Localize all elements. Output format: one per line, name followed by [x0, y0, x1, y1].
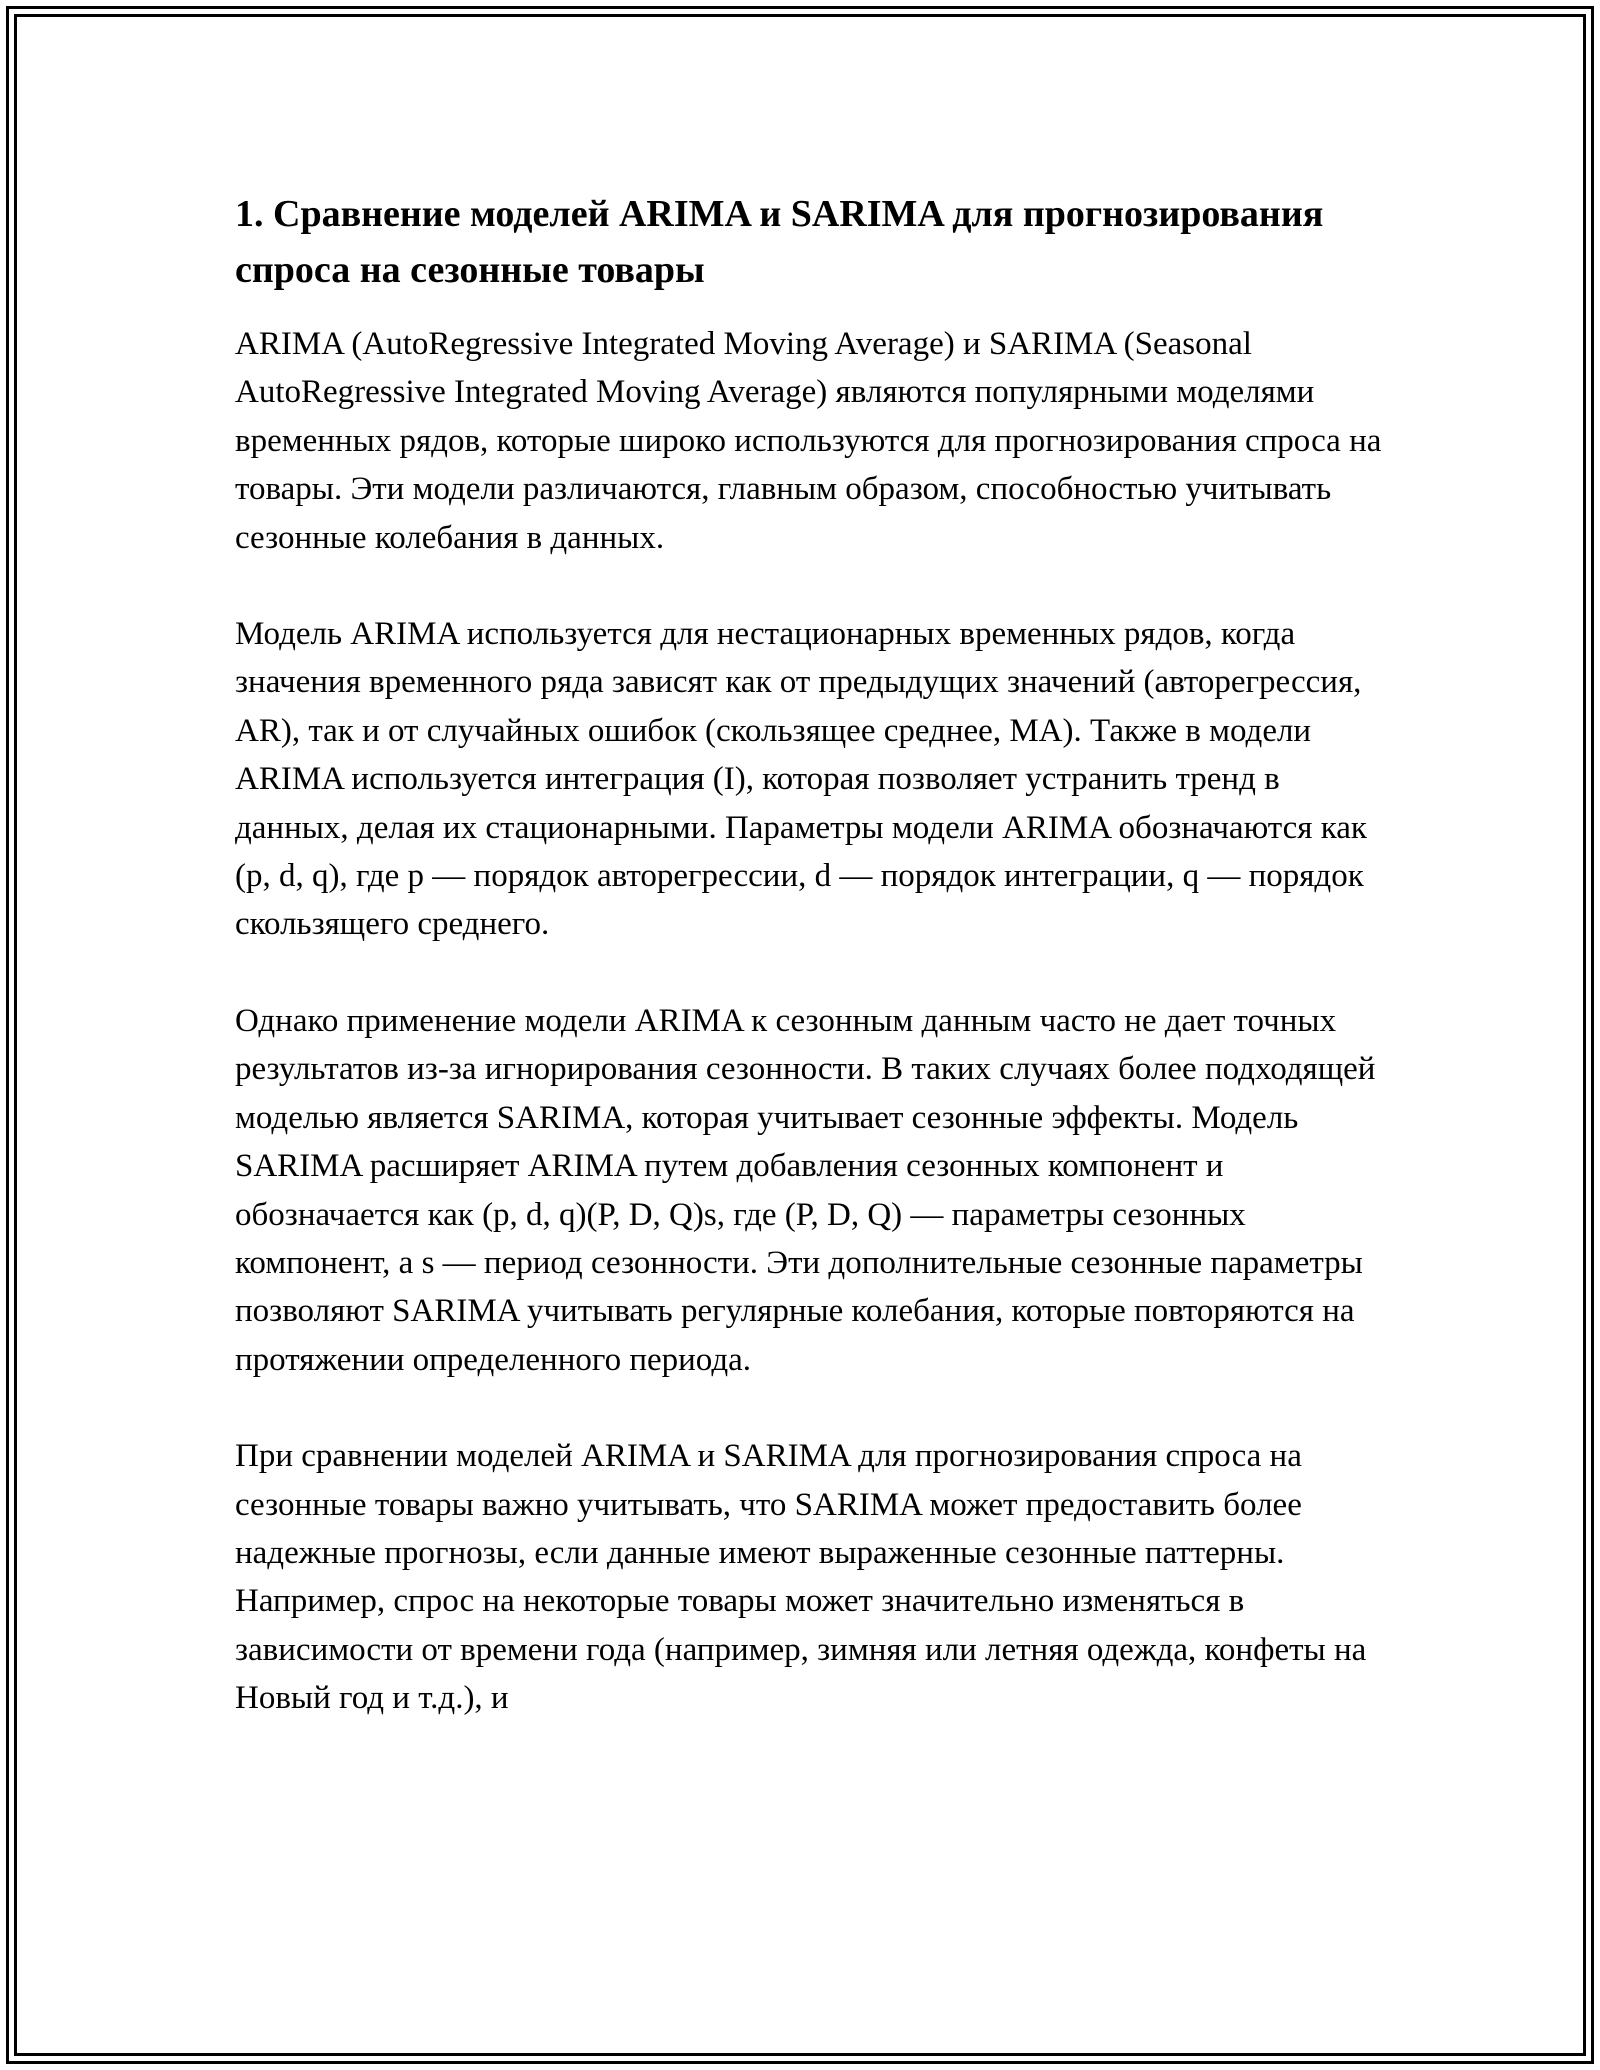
- paragraph-arima: Модель ARIMA используется для нестационарных временных рядов, когда значения временного ряда зависят как от предыдущих значений (авторегрессия, AR), так и от случайных ошибок (скользящее среднее, MA). Также в модели ARIMA используется интеграция (I), которая позволяет устранить тренд в данных, делая их стационарными. Параметры модели ARIMA обозначаются как (p, d, q), где p — порядок авторегрессии, d — порядок интеграции, q — порядок скользящего среднего.: [235, 616, 1367, 943]
- section-heading: 1. Сравнение моделей ARIMA и SARIMA для прогнозирования спроса на сезонные товары: [235, 193, 1324, 291]
- paragraph-intro: ARIMA (AutoRegressive Integrated Moving Average) и SARIMA (Seasonal AutoRegressive Integrated Moving Average) являются популярными моделями временных рядов, которые широко используются для прогнозирования спроса на товары. Эти модели различаются, главным образом, способностью учитывать сезонные колебания в данных.: [235, 326, 1382, 556]
- paragraph-comparison: При сравнении моделей ARIMA и SARIMA для прогнозирования спроса на сезонные товары важно учитывать, что SARIMA может предоставить более надежные прогнозы, если данные имеют выраженные сезонные паттерны. Например, спрос на некоторые товары может значительно изменяться в зависимости от времени года (например, зимняя или летняя одежда, конфеты на Новый год и т.д.), и: [235, 1438, 1367, 1717]
- paragraph-sarima: Однако применение модели ARIMA к сезонным данным часто не дает точных результатов из-за игнорирования сезонности. В таких случаях более подходящей моделью является SARIMA, которая учитывает сезонные эффекты. Модель SARIMA расширяет ARIMA путем добавления сезонных компонент и обозначается как (p, d, q)(P, D, Q)s, где (P, D, Q) — параметры сезонных компонент, а s — период сезонности. Эти дополнительные сезонные параметры позволяют SARIMA учитывать регулярные колебания, которые повторяются на протяжении определенного периода.: [235, 1002, 1376, 1378]
- document-body: [235, 186, 1385, 1723]
